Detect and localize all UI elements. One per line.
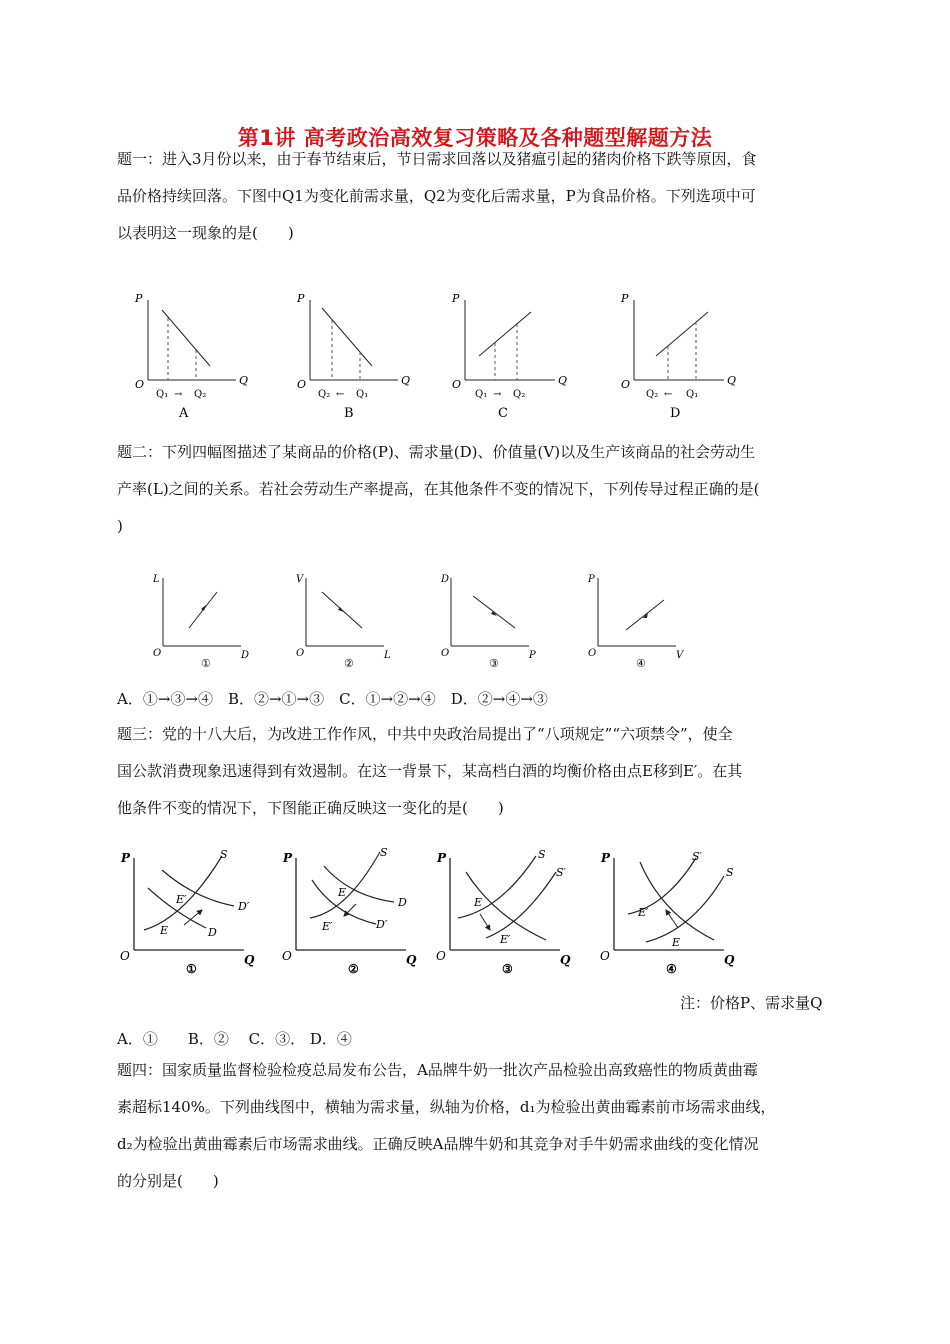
- origin-label: O: [282, 949, 292, 963]
- axis-x-label: Q: [406, 953, 417, 967]
- axis-x-label: Q: [558, 374, 568, 387]
- q3-line: 国公款消费现象迅速得到有效遏制。在这一背景下，某高档白酒的均衡价格由点E移到E′。在其: [117, 762, 743, 780]
- axis-x-label: Q: [401, 374, 411, 387]
- q-left-label: Q₂: [318, 389, 331, 400]
- axis-x-label: Q: [244, 953, 255, 967]
- curve-label: D: [398, 896, 407, 909]
- origin-label: O: [621, 378, 631, 391]
- axis-y-label: P: [135, 292, 143, 305]
- graph-number: ④: [636, 657, 646, 670]
- graph-number: ③: [489, 657, 499, 670]
- point-label: E: [474, 896, 483, 909]
- axis-y-label: V: [296, 574, 304, 585]
- axis-x-label: V: [676, 650, 684, 661]
- curve-label: S: [538, 848, 546, 861]
- origin-label: O: [452, 378, 462, 391]
- point-label: E: [160, 924, 169, 937]
- q-left-label: Q₁: [475, 389, 488, 400]
- axis-x-label: Q: [239, 374, 249, 387]
- graph-number: ④: [666, 962, 677, 976]
- axis-y-label: P: [437, 851, 447, 865]
- graph-letter: D: [670, 406, 681, 421]
- point-label: E′: [322, 920, 333, 933]
- q4-line: 的分别是( ): [117, 1172, 219, 1190]
- page-title: 第1讲 高考政治高效复习策略及各种题型解题方法: [237, 126, 713, 150]
- q4-line: 素超标140%。下列曲线图中，横轴为需求量，纵轴为价格，d₁为检验出黄曲霉素前市场需求曲线，: [117, 1098, 776, 1116]
- point-label: E′: [638, 906, 649, 919]
- shift-arrow: →: [174, 389, 183, 400]
- curve-label: S′: [556, 866, 567, 879]
- axis-y-label: L: [153, 574, 160, 585]
- question-4-text: [117, 1052, 837, 1200]
- q1-line: 题一：进入3月份以来，由于春节结束后，节日需求回落以及猪瘟引起的猪肉价格下跌等原因，食: [117, 150, 757, 168]
- axis-x-label: Q: [724, 953, 735, 967]
- q2-line: 产率(L)之间的关系。若社会劳动生产率提高，在其他条件不变的情况下，下列传导过程正确的是(: [117, 480, 760, 498]
- axis-y-label: P: [452, 292, 460, 305]
- curve-label: D: [208, 926, 217, 939]
- axis-y-label: P: [588, 574, 595, 585]
- origin-label: O: [135, 378, 145, 391]
- graph-number: ①: [186, 962, 197, 976]
- shift-arrow: ←: [664, 389, 673, 400]
- axis-x-label: D: [241, 650, 250, 661]
- graph-number: ②: [348, 962, 359, 976]
- graph-letter: C: [498, 406, 508, 421]
- point-label: E: [672, 936, 681, 949]
- point-label: E′: [500, 933, 511, 946]
- origin-label: O: [588, 648, 597, 659]
- origin-label: O: [120, 949, 130, 963]
- origin-label: O: [436, 949, 446, 963]
- axis-y-label: D: [441, 574, 450, 585]
- q-left-label: Q₂: [646, 389, 659, 400]
- graph-letter: B: [344, 406, 354, 421]
- axis-y-label: P: [621, 292, 629, 305]
- q4-line: 题四：国家质量监督检验检疫总局发布公告，A品牌牛奶一批次产品检验出高致癌性的物质黄曲霉: [117, 1061, 758, 1079]
- graph-letter: A: [179, 406, 189, 421]
- curve-label: S′: [692, 850, 703, 863]
- q3-options: A．① B．② C．③． D．④: [117, 1030, 352, 1048]
- q4-line: d₂为检验出黄曲霉素后市场需求曲线。正确反映A品牌牛奶和其竞争对手牛奶需求曲线的变化情况: [117, 1135, 759, 1153]
- axis-x-label: Q: [560, 953, 571, 967]
- axis-x-label: L: [384, 650, 391, 661]
- axis-x-label: P: [529, 650, 536, 661]
- q1-line: 品价格持续回落。下图中Q1为变化前需求量，Q2为变化后需求量，P为食品价格。下列选项中可: [117, 187, 756, 205]
- origin-label: O: [153, 648, 162, 659]
- axis-y-label: P: [297, 292, 305, 305]
- graph-number: ①: [201, 657, 211, 670]
- origin-label: O: [296, 648, 305, 659]
- q-right-label: Q₁: [356, 389, 369, 400]
- q2-line: 题二：下列四幅图描述了某商品的价格(P)、需求量(D)、价值量(V)以及生产该商品的社会劳动生: [117, 443, 756, 461]
- axis-y-label: P: [121, 851, 131, 865]
- q3-graph-2: [282, 846, 417, 976]
- q3-line: 他条件不变的情况下，下图能正确反映这一变化的是( ): [117, 799, 504, 817]
- curve-label: S: [726, 866, 734, 879]
- origin-label: O: [297, 378, 307, 391]
- q3-graph-1: [120, 848, 255, 976]
- q-right-label: Q₂: [513, 389, 526, 400]
- curve-label: S: [380, 846, 388, 859]
- point-label: E: [338, 886, 347, 899]
- q2-options: A．①→③→④ B．②→①→③ C．①→②→④ D．②→④→③: [117, 690, 548, 708]
- q2-line: ): [117, 517, 123, 535]
- axis-x-label: Q: [727, 374, 737, 387]
- curve-label: D′: [238, 900, 250, 913]
- graph-number: ②: [344, 657, 354, 670]
- q1-line: 以表明这一现象的是( ): [117, 224, 294, 242]
- axis-y-label: P: [601, 851, 611, 865]
- origin-label: O: [441, 648, 450, 659]
- q-left-label: Q₁: [156, 389, 169, 400]
- graph-number: ③: [502, 962, 513, 976]
- q-right-label: Q₁: [686, 389, 699, 400]
- q-right-label: Q₂: [194, 389, 207, 400]
- point-label: E′: [176, 893, 187, 906]
- q3-note: 注：价格P、需求量Q: [680, 994, 823, 1012]
- curve-label: D′: [376, 918, 388, 931]
- axis-y-label: P: [283, 851, 293, 865]
- curve-label: S: [220, 848, 228, 861]
- origin-label: O: [600, 949, 610, 963]
- shift-arrow: ←: [336, 389, 345, 400]
- q3-graph-4: [600, 850, 735, 976]
- q3-graph-3: [436, 848, 571, 976]
- q3-line: 题三：党的十八大后，为改进工作作风，中共中央政治局提出了“八项规定”“六项禁令”，使全: [117, 725, 733, 743]
- shift-arrow: →: [493, 389, 502, 400]
